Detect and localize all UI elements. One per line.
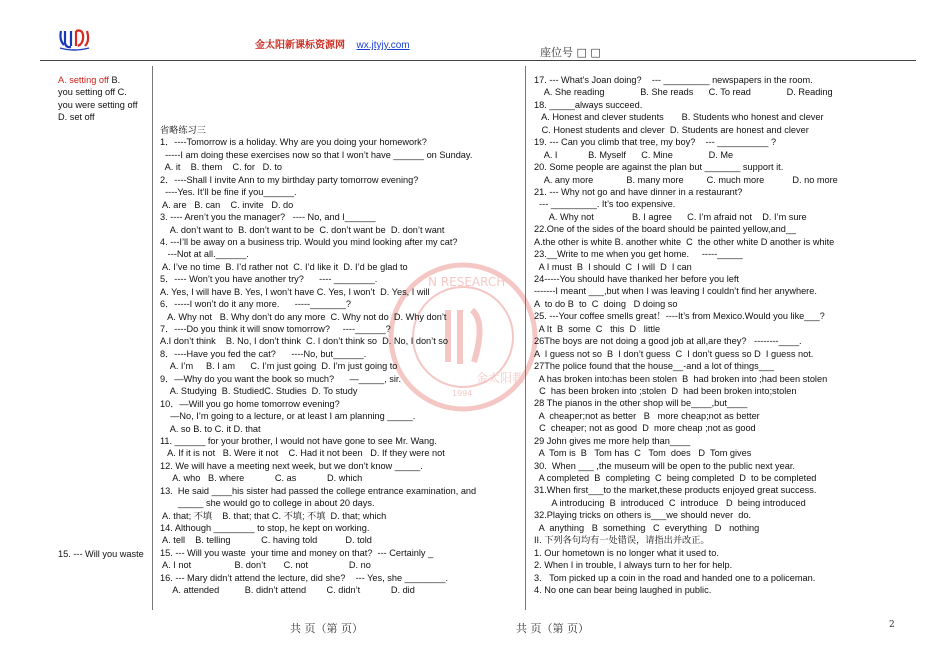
- question-line: 30. When ___ ,the museum will be open to the public next year.: [534, 460, 795, 471]
- left-line: A. setting off B.: [58, 75, 121, 85]
- left-column-top: [58, 74, 138, 124]
- footer-page-number: 2: [889, 620, 895, 630]
- question-line: A. Why not B. I agree C. I’m afraid not D. I’m sure: [534, 211, 807, 222]
- question-line: A. don’t want to B. don’t want to be C. don’t want be D. don’t want: [160, 224, 445, 235]
- question-line: A. who B. where C. as D. which: [160, 473, 363, 484]
- footer-page-right: 共 页（第 页）: [516, 622, 589, 635]
- question-line: A. She reading B. She reads C. To read D. Reading: [534, 87, 833, 98]
- footer-page-left: 共 页（第 页）: [290, 622, 363, 635]
- question-line: A cheaper;not as better B more cheap;not as better: [534, 410, 760, 421]
- question-line: 15. --- Will you waste your time and money on that? --- Certainly _: [160, 547, 434, 558]
- question-line: 9．—Why do you want the book so much? —_____, sir.: [160, 373, 402, 384]
- question-line: 2．----Shall I invite Ann to my birthday party tomorrow evening?: [160, 174, 419, 185]
- question-line: 3. ---- Aren’t you the manager? ---- No, and I______: [160, 212, 376, 223]
- question-line: 26The boys are not doing a good job at all,are they? --------____.: [534, 336, 802, 347]
- question-line: 4. No one can bear being laughed in public.: [534, 584, 712, 595]
- question-line: II. 下列各句均有一处错误，请指出并改正。: [534, 535, 710, 546]
- question-line: 24-----You should have thanked her before you left: [534, 274, 739, 284]
- question-line: 21. --- Why not go and have dinner in a restaurant?: [534, 186, 743, 197]
- question-line: 5．---- Won’t you have another try? ---- ________.: [160, 274, 378, 285]
- question-line: 2. When I in trouble, I always turn to her for help.: [534, 560, 733, 571]
- question-line: 13. He said ____his sister had passed the college entrance examination, and: [160, 485, 477, 496]
- question-line: A. are B. can C. invite D. do: [160, 199, 294, 210]
- question-line: -------I meant ___,but when I was leaving I couldn’t find her anywhere.: [534, 286, 817, 297]
- question-line: A.I don’t think B. No, I don’t think C. I don’t think so D. No, I don’t so: [160, 336, 449, 347]
- question-line: 28 The pianos in the other shop will be____,but____: [534, 398, 748, 409]
- question-line: 省略练习三: [160, 125, 206, 135]
- left-line: you setting off C.: [58, 87, 127, 98]
- question-line: 27The police found that the house__-and a lot of things___: [534, 361, 775, 372]
- question-line: A. Studying B. StudiedC. Studies D. To study: [160, 386, 358, 397]
- question-line: A. any more B. many more C. much more D. no more: [534, 174, 838, 185]
- question-line: A. Yes, I will have B. Yes, I won’t have C. Yes, I won’t D. Yes, I will: [160, 286, 430, 297]
- question-line: 12. We will have a meeting next week, but we don’t know _____.: [160, 460, 423, 471]
- question-line: A anything B something C everything D nothing: [534, 522, 760, 533]
- question-line: A I must B I should C I will D I can: [534, 261, 692, 272]
- question-line: 6．-----I won’t do it any more. -----_______?: [160, 299, 351, 310]
- question-line: 14. Although ________ to stop, he kept on working.: [160, 523, 370, 533]
- middle-column-questions: [160, 124, 476, 597]
- question-line: C cheaper; not as good D more cheap ;not as good: [534, 423, 756, 434]
- question-line: A. I’m B. I am C. I’m just going D. I’m just going to: [160, 361, 398, 372]
- question-line: 25. ---Your coffee smells great！----It’s from Mexico.Would you like___?: [534, 311, 825, 322]
- question-line: A. If it is not B. Were it not C. Had it not been D. If they were not: [160, 448, 445, 459]
- site-logo: [58, 27, 90, 51]
- question-line: 18. _____always succeed.: [534, 99, 643, 110]
- question-line: --- _________. It’s too expensive.: [534, 199, 676, 210]
- question-line: -----I am doing these exercises now so that I won’t have ______ on Sunday.: [160, 149, 473, 160]
- svg-text:N RESEARCH: N RESEARCH: [428, 275, 506, 289]
- left-line: D. set off: [58, 112, 95, 123]
- question-line: 4. ---I’ll be away on a business trip. Would you mind looking after my cat?: [160, 236, 458, 247]
- svg-text:1994: 1994: [452, 389, 473, 398]
- question-line: 20. Some people are against the plan but _______ support it.: [534, 162, 784, 173]
- seat-number-label: 座位号 □ □: [540, 46, 601, 59]
- question-line: 29 John gives me more help than____: [534, 435, 691, 446]
- question-line: A to do B to C doing D doing so: [534, 298, 678, 309]
- question-line: A. that; 不填 B. that; that C. 不填; 不填 D. that; which: [160, 510, 387, 521]
- question-line: 17. --- What’s Joan doing? --- _________ newspapers in the room.: [534, 75, 813, 85]
- svg-text:金太阳教: 金太阳教: [476, 371, 525, 385]
- question-line: ---Not at all.______.: [160, 249, 249, 260]
- question-line: 3. Tom picked up a coin in the road and handed one to a policeman.: [534, 572, 816, 583]
- right-column-questions: [534, 74, 838, 596]
- question-line: 11. ______ for your brother, I would not have gone to see Mr. Wang.: [160, 435, 437, 446]
- question-line: 7．----Do you think it will snow tomorrow? ----______?: [160, 324, 391, 334]
- question-line: A. I’ve no time B. I’d rather not C. I’d like it D. I’d be glad to: [160, 261, 408, 272]
- question-line: 10．—Will you go home tomorrow evening?: [160, 398, 340, 409]
- question-line: A.the other is white B. another white C the other white D another is white: [534, 236, 835, 247]
- question-line: 22.One of the sides of the board should be painted yellow,and__: [534, 224, 797, 235]
- question-line: A. I not B. don’t C. not D. no: [160, 560, 371, 571]
- question-line: A. tell B. telling C. having told D. told: [160, 535, 372, 546]
- question-line: 1．----Tomorrow is a holiday. Why are you doing your homework?: [160, 137, 427, 148]
- question-line: 1. Our hometown is no longer what it used to.: [534, 547, 719, 558]
- question-line: A It B some C this D little: [534, 323, 661, 334]
- question-line: A. so B. to C. it D. that: [160, 423, 261, 434]
- question-line: 8．----Have you fed the cat? ----No, but______.: [160, 348, 367, 359]
- question-line: A. I B. Myself C. Mine D. Me: [534, 149, 734, 160]
- question-line: A Tom is B Tom has C Tom does D Tom gives: [534, 448, 752, 459]
- question-line: A completed B completing C being completed D to be completed: [534, 473, 817, 483]
- site-url-link[interactable]: wx.jtyjy.com: [356, 40, 410, 51]
- question-line: A. Why not B. Why don’t do any more C. Why not do D. Why don’t: [160, 311, 447, 322]
- question-line: A. attended B. didn’t attend C. didn’t D. did: [160, 585, 415, 596]
- left-line: you were setting off: [58, 99, 138, 110]
- question-line: C has been broken into ;stolen D had been broken into;stolen: [534, 385, 797, 396]
- question-line: 16. --- Mary didn’t attend the lecture, did she? --- Yes, she ________.: [160, 572, 449, 583]
- column-divider-left: [152, 66, 153, 610]
- left-column-bottom: 15. --- Will you waste: [58, 549, 144, 559]
- question-line: 19. --- Can you climb that tree, my boy? --- __________ ?: [534, 137, 777, 148]
- question-line: _____ she would go to college in about 20 days.: [160, 498, 375, 509]
- question-line: 31.When first___to the market,these products enjoyed great success.: [534, 485, 817, 496]
- question-line: —No, I’m going to a lecture, or at least I am planning _____.: [160, 411, 416, 422]
- question-line: C. Honest students and clever D. Students are honest and clever: [534, 124, 809, 135]
- question-line: 32.Playing tricks on others is___we should never do.: [534, 510, 752, 521]
- site-banner: [255, 36, 410, 51]
- question-line: 23.__Write to me when you get home. -----_____: [534, 249, 743, 260]
- question-line: A. it B. them C. for D. to: [160, 162, 283, 173]
- header-divider: [40, 60, 916, 61]
- question-line: A. Honest and clever students B. Students who honest and clever: [534, 112, 824, 123]
- question-line: A introducing B introduced C introduce D being introduced: [534, 497, 806, 508]
- question-line: ----Yes. It’ll be fine if you______.: [160, 187, 297, 198]
- highlighted-option: A. setting off: [58, 75, 109, 85]
- site-name: 金太阳新课标资源网: [255, 40, 345, 51]
- question-line: A I guess not so B I don’t guess C I don’t guess so D I guess not.: [534, 348, 814, 359]
- question-line: A has broken into:has been stolen B had broken into ;had been stolen: [534, 373, 828, 384]
